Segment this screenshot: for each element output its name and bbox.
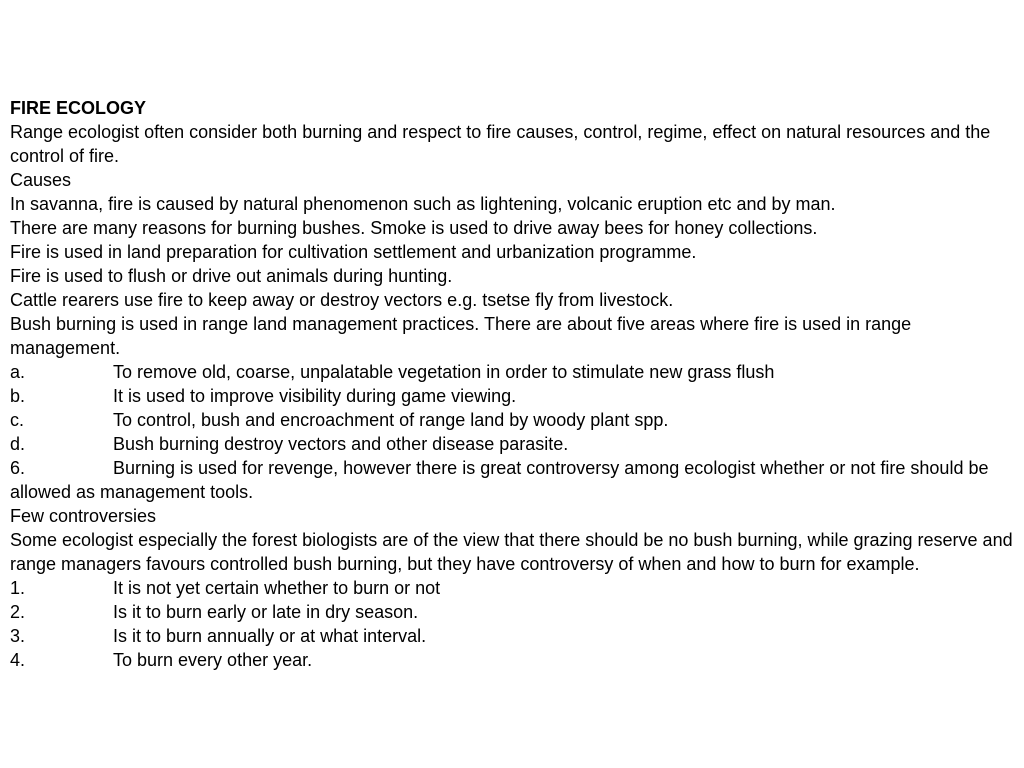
list-item-text: To control, bush and encroachment of range land by woody plant spp. bbox=[113, 410, 669, 430]
cause-paragraph: In savanna, fire is caused by natural phenomenon such as lightening, volcanic eruption etc and by man. bbox=[10, 194, 836, 214]
list-marker: b. bbox=[10, 386, 26, 406]
document-body bbox=[10, 96, 1018, 672]
cause-paragraph: Bush burning is used in range land management practices. There are about five areas where fire is used in range management. bbox=[10, 314, 912, 358]
list-marker: 1. bbox=[10, 578, 26, 598]
list-item-text: It is not yet certain whether to burn or not bbox=[113, 578, 441, 598]
cause-paragraph: Cattle rearers use fire to keep away or destroy vectors e.g. tsetse fly from livestock. bbox=[10, 290, 674, 310]
uses-list-item bbox=[10, 384, 1018, 408]
uses-list-item bbox=[10, 408, 1018, 432]
list-item-text: Is it to burn annually or at what interval. bbox=[113, 626, 427, 646]
list-marker: 4. bbox=[10, 650, 26, 670]
controversies-paragraph: Some ecologist especially the forest biologists are of the view that there should be no bush burning, while grazing reserve and range managers favours controlled bush burning, but they have controversy of when and how to burn for example. bbox=[10, 530, 1013, 574]
uses-list-item bbox=[10, 360, 1018, 384]
list-marker: c. bbox=[10, 410, 25, 430]
document-title: FIRE ECOLOGY bbox=[10, 98, 147, 118]
list-item-text: To remove old, coarse, unpalatable vegetation in order to stimulate new grass flush bbox=[113, 362, 775, 382]
intro-paragraph: Range ecologist often consider both burning and respect to fire causes, control, regime, effect on natural resources and the control of fire. bbox=[10, 122, 991, 166]
list-marker: a. bbox=[10, 362, 26, 382]
uses-list-item bbox=[10, 456, 1018, 504]
list-marker: 2. bbox=[10, 602, 26, 622]
uses-list-item bbox=[10, 432, 1018, 456]
list-marker: 3. bbox=[10, 626, 26, 646]
questions-list-item bbox=[10, 624, 1018, 648]
questions-list-item bbox=[10, 576, 1018, 600]
list-item-text: It is used to improve visibility during game viewing. bbox=[113, 386, 517, 406]
causes-heading: Causes bbox=[10, 170, 72, 190]
list-marker: 6. bbox=[10, 458, 26, 478]
list-item-text: Burning is used for revenge, however there is great controversy among ecologist whether or not fire should be allowed as management tools. bbox=[10, 458, 989, 502]
controversies-heading: Few controversies bbox=[10, 506, 157, 526]
cause-paragraph: Fire is used to flush or drive out animals during hunting. bbox=[10, 266, 453, 286]
cause-paragraph: Fire is used in land preparation for cultivation settlement and urbanization programme. bbox=[10, 242, 697, 262]
questions-list-item bbox=[10, 600, 1018, 624]
questions-list-item bbox=[10, 648, 1018, 672]
list-item-text: To burn every other year. bbox=[113, 650, 313, 670]
list-item-text: Is it to burn early or late in dry season. bbox=[113, 602, 419, 622]
list-marker: d. bbox=[10, 434, 26, 454]
list-item-text: Bush burning destroy vectors and other disease parasite. bbox=[113, 434, 569, 454]
cause-paragraph: There are many reasons for burning bushes. Smoke is used to drive away bees for honey collections. bbox=[10, 218, 818, 238]
